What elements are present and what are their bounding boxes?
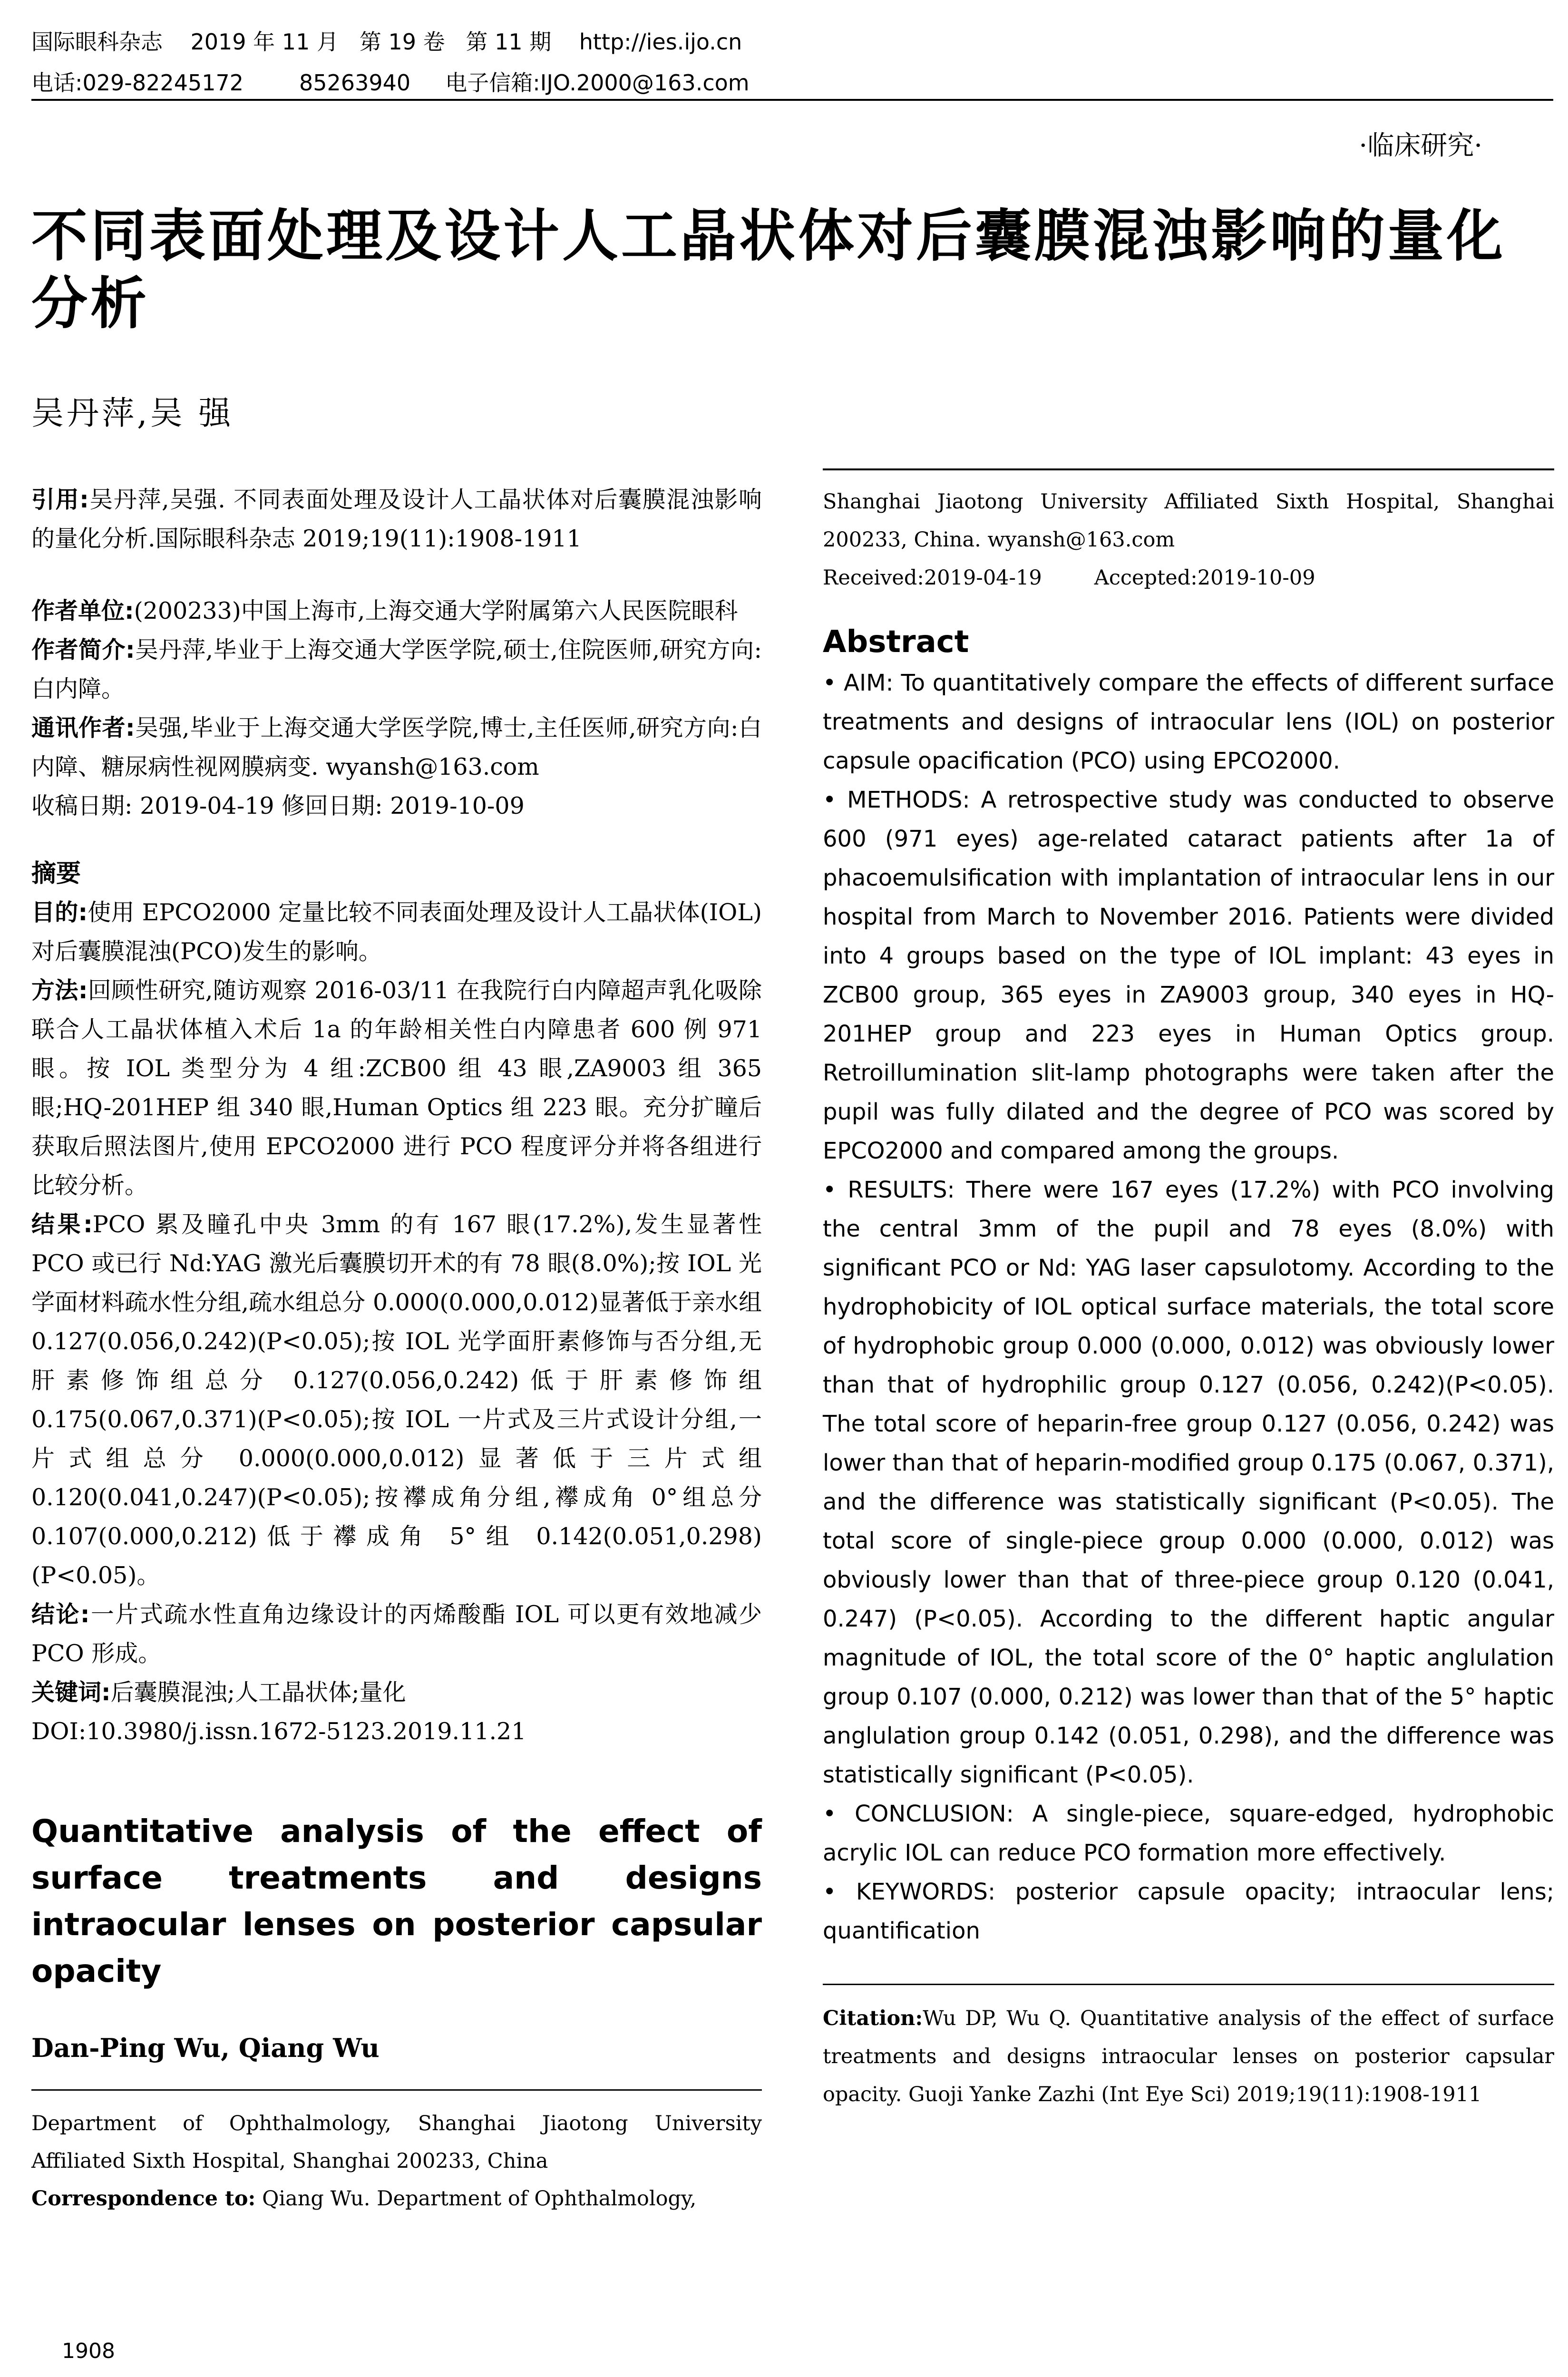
author-unit: 作者单位:(200233)中国上海市,上海交通大学附属第六人民医院眼科 [31,597,738,624]
results-en: • RESULTS: There were 167 eyes (17.2%) with PCO involving the central 3mm of the pupil and 78 eyes (8.0%) with significant PCO or Nd: YAG laser capsulotomy. According to the hydrophobicity of IOL optical surface materials, the total score of hydrophobic group 0.000 (0.000, 0.012) was obviously lower than that of hydrophilic group 0.127 (0.056, 0.242)(P<0.05). The total score of heparin-free group 0.127 (0.056, 0.242) was lower than that of heparin-modified group 0.175 (0.067, 0.371), and the difference was statistically significant (P<0.05). The total score of single-piece group 0.000 (0.000, 0.012) was obviously lower than that of three-piece group 0.120 (0.041, 0.247) (P<0.05). According to the different haptic angular magnitude of IOL, the total score of the 0° haptic anglulation group 0.107 (0.000, 0.212) was lower than that of the 5° haptic anglulation group 0.142 (0.051, 0.298), and the difference was statistically significant (P<0.05). [823,1177,1554,1788]
methods-zh: 方法:回顾性研究,随访观察 2016-03/11 在我院行白内障超声乳化吸除联合人工晶状体植入术后 1a 的年龄相关性白内障患者 600 例 971 眼。按 IOL 类型分为 4 组:ZCB00 组 43 眼,ZA9003 组 365 眼;HQ-201HEP 组 340 眼,Human Optics 组 223 眼。充分扩瞳后获取后照法图片,使用 EPCO2000 进行 PCO 程度评分并将各组进行比较分析。 [31,977,762,1199]
english-title: Quantitative analysis of the effect of surface treatments and designs intraocular lenses on posterior capsular opacity [31,1813,762,1989]
page-number: 1908 [62,2339,115,2363]
methods-en: • METHODS: A retrospective study was conducted to observe 600 (971 eyes) age-related cataract patients after 1a of phacoemulsification with implantation of intraocular lens in our hospital from March to November 2016. Patients were divided into 4 groups based on the type of IOL implant: 43 eyes in ZCB00 group, 365 eyes in ZA9003 group, 340 eyes in HQ-201HEP group and 223 eyes in Human Optics group. Retroillumination slit-lamp photographs were taken after the pupil was fully dilated and the degree of PCO was scored by EPCO2000 and compared among the groups. [823,787,1554,1164]
left-column [31,480,762,2218]
english-authors: Dan-Ping Wu, Qiang Wu [31,2033,380,2063]
abstract-heading-zh: 摘要 [31,859,81,888]
article-category: ·临床研究· [1359,130,1482,161]
received-accepted: Received:2019-04-19 Accepted:2019-10-09 [823,566,1315,590]
affiliation-en: Department of Ophthalmology, Shanghai Jiaotong University Affiliated Sixth Hospital, Shanghai 200233, China Correspondence to: Qiang Wu. Department of Ophthalmology, [31,2112,762,2211]
keywords-zh: 关键词:后囊膜混浊;人工晶状体;量化 [31,1679,406,1706]
header-rule [31,99,1553,101]
aim-en: • AIM: To quantitatively compare the effects of different surface treatments and designs of intraocular lens (IOL) on posterior capsule opacification (PCO) using EPCO2000. [823,670,1554,774]
corresponding-author: 通讯作者:吴强,毕业于上海交通大学医学院,博士,主任医师,研究方向:白内障、糖尿病性视网膜病变. wyansh@163.com [31,714,762,780]
conclusion-en: • CONCLUSION: A single-piece, square-edged, hydrophobic acrylic IOL can reduce PCO formation more effectively. [823,1801,1554,1866]
authors-zh: 吴丹萍,吴 强 [31,395,234,432]
dates-zh: 收稿日期: 2019-04-19 修回日期: 2019-10-09 [31,792,525,819]
journal-header-line1: 国际眼科杂志 2019 年 11 月 第 19 卷 第 11 期 http://ies.ijo.cn [31,29,742,55]
aim-zh: 目的:使用 EPCO2000 定量比较不同表面处理及设计人工晶状体(IOL)对后囊膜混浊(PCO)发生的影响。 [31,899,762,965]
abstract-en [823,663,1554,1950]
abstract-heading-en: Abstract [823,624,969,660]
doi: DOI:10.3980/j.issn.1672-5123.2019.11.21 [31,1718,526,1745]
journal-header-line2: 电话:029-82245172 85263940 电子信箱:IJO.2000@163.com [31,70,750,96]
author-bio: 作者简介:吴丹萍,毕业于上海交通大学医学院,硕士,住院医师,研究方向:白内障。 [31,636,762,702]
citation-rule [823,1984,1554,1985]
conclusion-zh: 结论:一片式疏水性直角边缘设计的丙烯酸酯 IOL 可以更有效地减少 PCO 形成。 [31,1601,762,1667]
affiliation-continued: Shanghai Jiaotong University Affiliated Sixth Hospital, Shanghai 200233, China. wyansh@163.com [823,490,1554,552]
citation-zh: 引用:吴丹萍,吴强. 不同表面处理及设计人工晶状体对后囊膜混浊影响的量化分析.国际眼科杂志 2019;19(11):1908-1911 [31,486,762,552]
right-column-top-rule [823,468,1554,470]
right-column [823,483,1554,2114]
keywords-en: • KEYWORDS: posterior capsule opacity; intraocular lens; quantification [823,1879,1554,1944]
results-zh: 结果:PCO 累及瞳孔中央 3mm 的有 167 眼(17.2%),发生显著性 PCO 或已行 Nd:YAG 激光后囊膜切开术的有 78 眼(8.0%);按 IOL 光学面材料疏水性分组,疏水组总分 0.000(0.000,0.012)显著低于亲水组 0.127(0.056,0.242)(P<0.05);按 IOL 光学面肝素修饰与否分组,无肝素修饰组总分 0.127(0.056,0.242)低于肝素修饰组 0.175(0.067,0.371)(P<0.05);按 IOL 一片式及三片式设计分组,一片式组总分 0.000(0.000,0.012)显著低于三片式组 0.120(0.041,0.247)(P<0.05);按襻成角分组,襻成角 0°组总分 0.107(0.000,0.212)低于襻成角 5°组 0.142(0.051,0.298)(P<0.05)。 [31,1211,762,1589]
citation-en: Citation:Wu DP, Wu Q. Quantitative analysis of the effect of surface treatments and designs intraocular lenses on posterior capsular opacity. Guoji Yanke Zazhi (Int Eye Sci) 2019;19(11):1908-1911 [823,2007,1554,2106]
affiliation-rule [31,2089,762,2091]
article-title: 不同表面处理及设计人工晶状体对后囊膜混浊影响的量化分析 [31,203,1506,336]
